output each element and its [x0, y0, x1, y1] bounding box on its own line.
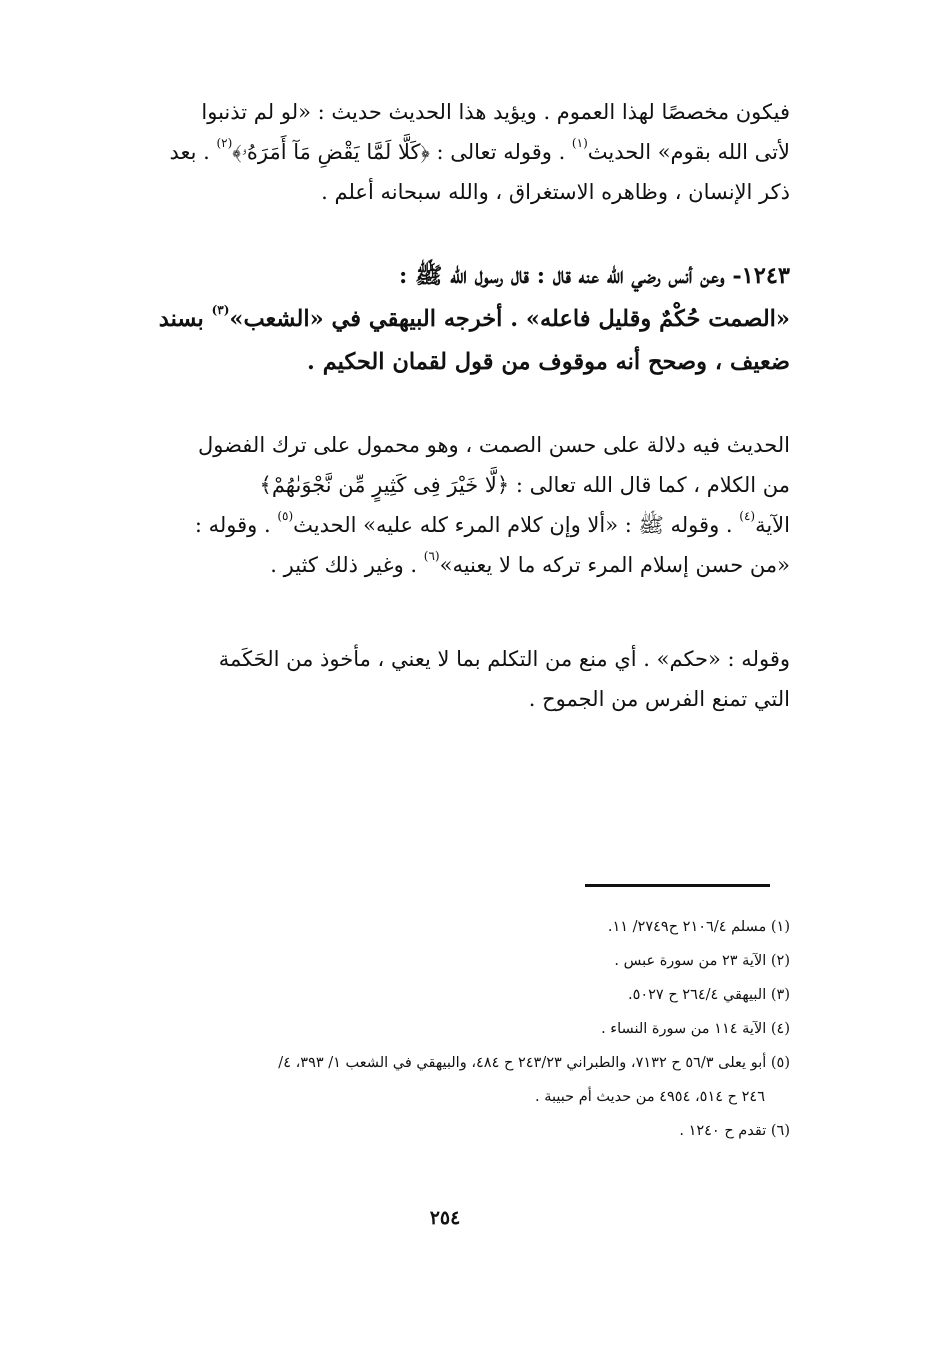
text-segment: الآية: [755, 513, 790, 537]
text-segment: . وغير ذلك كثير .: [270, 553, 424, 577]
text-line: التي تمنع الفرس من الجموح .: [528, 687, 790, 711]
footnote-marker: (٢): [216, 136, 233, 150]
footnote-marker: (١): [571, 136, 588, 150]
hadith-line: ١٢٤٣- وعن أنس رضي الله عنه قال : قال رسول الله ﷺ :: [398, 263, 790, 289]
text-segment: . وقوله ﷺ : «ألا وإن كلام المرء كله عليه» الحديث: [293, 513, 740, 537]
text-line: من الكلام ، كما قال الله تعالى : ﴿لَّا خَيْرَ فِى كَثِيرٍ مِّن نَّجْوَىٰهُمْ﴾: [259, 473, 790, 497]
book-page: [100, 92, 790, 1282]
text-segment: لأتى الله بقوم» الحديث: [587, 140, 790, 164]
text-line: [100, 545, 790, 585]
text-line: [100, 505, 790, 545]
text-segment: «الصمت حُكْمٌ وقليل فاعله» . أخرجه البيهقي في «الشعب»: [229, 306, 790, 332]
commentary-paragraph-2: [100, 425, 790, 585]
text-line: وقوله : «حكم» . أي منع من التكلم بما لا يعني ، مأخوذ من الحَكَمة: [218, 647, 790, 671]
footnotes: [100, 910, 790, 1148]
text-segment: «من حسن إسلام المرء تركه ما لا يعنيه»: [439, 553, 790, 577]
footnote-marker: (٣): [211, 303, 230, 317]
footnote-separator: [585, 884, 770, 887]
footnote: (٣) البيهقي ٢٦٤/٤ ح ٥٠٢٧.: [627, 987, 790, 1003]
text-line: فيكون مخصصًا لهذا العموم . ويؤيد هذا الحديث حديث : «لو لم تذنبوا: [201, 100, 790, 124]
text-segment: بسند: [158, 306, 212, 332]
text-segment: . وقوله :: [194, 513, 278, 537]
footnote: (٦) تقدم ح ١٢٤٠ .: [679, 1123, 790, 1139]
text-line: الحديث فيه دلالة على حسن الصمت ، وهو محمول على ترك الفضول: [197, 433, 790, 457]
hadith-line: [100, 298, 790, 341]
footnote: (١) مسلم ٢١٠٦/٤ ح٢٧٤٩/ ١١.: [607, 919, 790, 935]
footnote-marker: (٦): [423, 549, 440, 563]
footnote: (٤) الآية ١١٤ من سورة النساء .: [601, 1021, 790, 1037]
footnote-marker: (٤): [739, 509, 756, 523]
commentary-paragraph-1: [100, 92, 790, 212]
hadith-text: [100, 255, 790, 384]
footnote-continuation: ٢٤٦ ح ٥١٤، ٤٩٥٤ من حديث أم حبيبة .: [535, 1089, 765, 1105]
text-line: ذكر الإنسان ، وظاهره الاستغراق ، والله سبحانه أعلم .: [321, 180, 790, 204]
text-line: [100, 132, 790, 172]
page-number: ٢٥٤: [429, 1207, 461, 1229]
footnote-marker: (٥): [277, 509, 294, 523]
footnote: (٥) أبو يعلى ٥٦/٣ ح ٧١٣٢، والطبراني ٢٤٣/٢٣ ح ٤٨٤، والبيهقي في الشعب ١/ ٣٩٣، ٤/: [278, 1055, 790, 1071]
footnote: (٢) الآية ٢٣ من سورة عبس .: [614, 953, 790, 969]
hadith-line: ضعيف ، وصحح أنه موقوف من قول لقمان الحكيم .: [307, 349, 790, 375]
text-segment: . بعد: [169, 140, 217, 164]
quran-verse: . وقوله تعالى : ﴿كَلَّا لَمَّا يَقْضِ مَآ أَمَرَهُۥ﴾: [232, 140, 572, 164]
commentary-paragraph-3: [100, 639, 790, 719]
